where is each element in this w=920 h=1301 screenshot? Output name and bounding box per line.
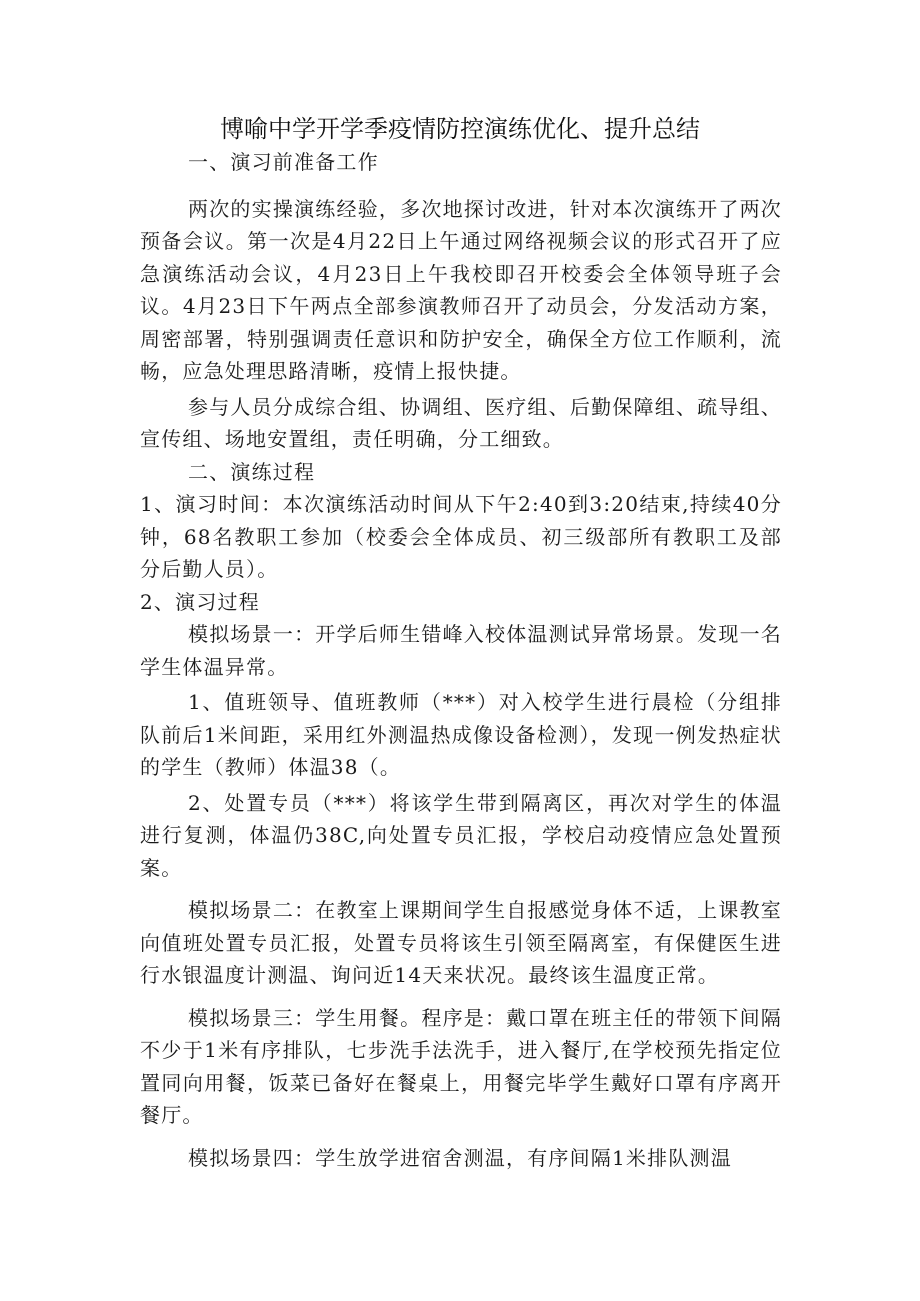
paragraph-scene-one-step-two: 2、处置专员（***）将该学生带到隔离区，再次对学生的体温进行复测，体温仍38C,向处置专员汇报，学校启动疫情应急处置预案。: [140, 790, 782, 880]
paragraph-scene-four: 模拟场景四：学生放学进宿舍测温，有序间隔1米排队测温: [188, 1145, 732, 1170]
list-item-drill-time: 1、演习时间：本次演练活动时间从下午2:40到3:20结束,持续40分钟，68名教职工参加（校委会全体成员、初三级部所有教职工及部分后勤人员）。: [140, 492, 782, 581]
paragraph-preparation-meetings: 两次的实操演练经验，多次地探讨改进，针对本次演练开了两次预备会议。第一次是4月22日上午通过网络视频会议的形式召开了应急演练活动会议，4月23日上午我校即召开校委会全体领导班子会议。4月23日下午两点全部参演教师召开了动员会，分发活动方案，周密部署，特别强调责任意识和防护安全，确保全方位工作顺利，流畅，应急处理思路清晰，疫情上报快捷。: [140, 196, 782, 383]
paragraph-scene-one: 模拟场景一：开学后师生错峰入校体温测试异常场景。发现一名学生体温异常。: [140, 622, 782, 679]
section-heading-drill-process: 二、演练过程: [188, 459, 316, 484]
document-body: [140, 146, 782, 1174]
paragraph-scene-three: 模拟场景三：学生用餐。程序是：戴口罩在班主任的带领下间隔不少于1米有序排队，七步洗手法洗手，进入餐厅,在学校预先指定位置同向用餐，饭菜已备好在餐桌上，用餐完毕学生戴好口罩有序离开餐厅。: [140, 1005, 782, 1127]
list-item-drill-process: 2、演习过程: [140, 589, 260, 614]
paragraph-scene-two: 模拟场景二：在教室上课期间学生自报感觉身体不适，上课教室向值班处置专员汇报，处置专员将该生引领至隔离室，有保健医生进行水银温度计测温、询问近14天来状况。最终该生温度正常。: [140, 898, 782, 987]
paragraph-scene-one-step-one: 1、值班领导、值班教师（***）对入校学生进行晨检（分组排队前后1米间距，采用红外测温热成像设备检测），发现一例发热症状的学生（教师）体温38（。: [140, 690, 782, 779]
document-title: 博喻中学开学季疫情防控演练优化、提升总结: [220, 115, 700, 143]
paragraph-team-groups: 参与人员分成综合组、协调组、医疗组、后勤保障组、疏导组、宣传组、场地安置组，责任明确，分工细致。: [140, 394, 782, 451]
section-heading-preparation: 一、演习前准备工作: [188, 150, 379, 174]
